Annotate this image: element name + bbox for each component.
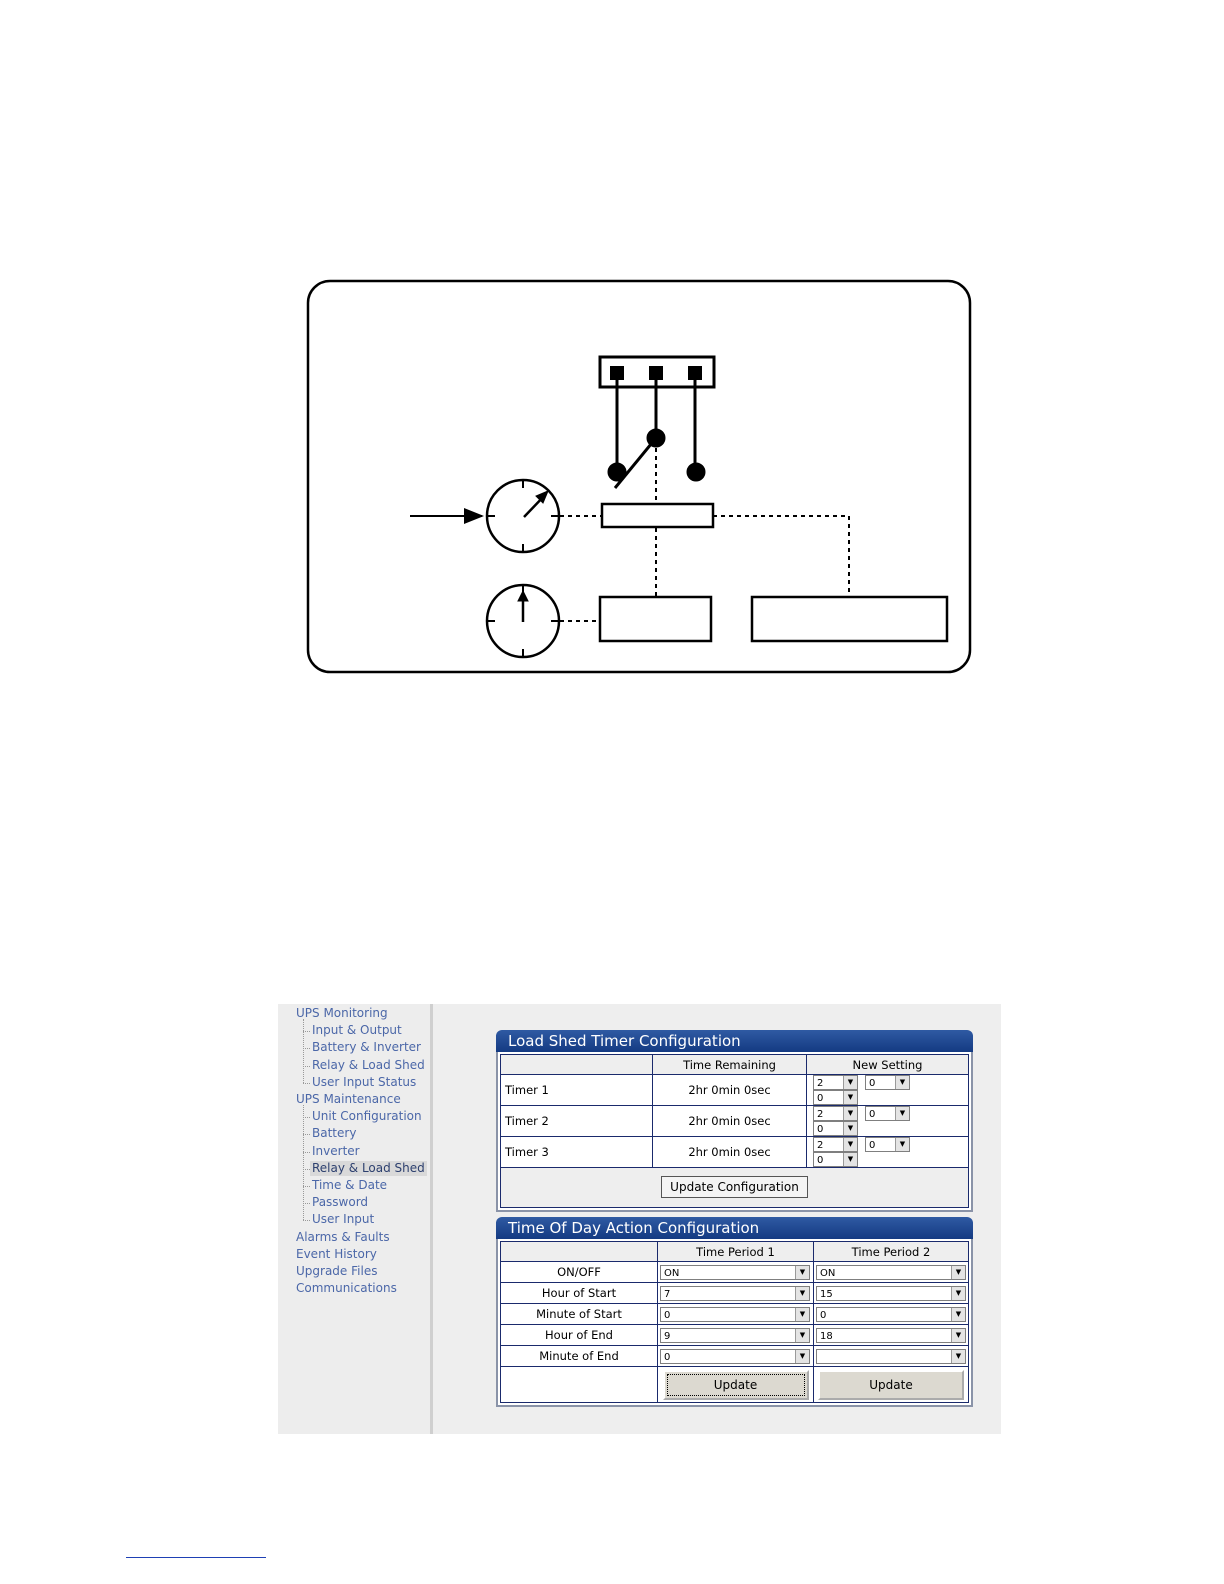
row-label: Minute of Start — [501, 1304, 658, 1325]
dropdown-select[interactable] — [813, 1121, 858, 1136]
dropdown-select[interactable] — [813, 1106, 858, 1121]
setting-cell — [658, 1304, 814, 1325]
chevron-down-icon[interactable]: ▼ — [795, 1308, 809, 1321]
dropdown-value: 2 — [817, 1109, 824, 1120]
footnote-rule — [126, 1557, 266, 1558]
dropdown-select[interactable] — [816, 1286, 966, 1301]
nav-item[interactable]: Battery — [312, 1126, 357, 1141]
dropdown-select[interactable] — [660, 1286, 810, 1301]
chevron-down-icon[interactable]: ▼ — [843, 1091, 857, 1104]
dropdown-value: 0 — [664, 1309, 671, 1321]
nav-item[interactable]: User Input — [312, 1212, 375, 1227]
dropdown-value: 0 — [820, 1309, 827, 1321]
dropdown-select[interactable] — [816, 1307, 966, 1322]
nav-item[interactable]: UPS Maintenance — [296, 1092, 401, 1106]
setting-cell — [814, 1325, 969, 1346]
setting-cell — [658, 1325, 814, 1346]
time-of-day-table — [500, 1241, 969, 1403]
nav-item[interactable]: Relay & Load Shed — [312, 1057, 425, 1072]
timer-block — [600, 597, 711, 641]
chevron-down-icon[interactable]: ▼ — [843, 1122, 857, 1135]
nav-item[interactable]: Unit Configuration — [312, 1109, 422, 1124]
nav-item[interactable]: Relay & Load Shed — [312, 1160, 425, 1175]
dropdown-select[interactable] — [813, 1090, 858, 1105]
dropdown-select[interactable] — [813, 1152, 858, 1167]
chevron-down-icon[interactable]: ▼ — [951, 1350, 965, 1363]
dropdown-select[interactable] — [816, 1349, 966, 1364]
dropdown-value: 9 — [664, 1330, 671, 1342]
update-button[interactable]: Update — [663, 1370, 809, 1400]
row-label: Hour of End — [501, 1325, 658, 1346]
update-button[interactable]: Update — [818, 1370, 964, 1400]
tree-connector — [303, 1220, 310, 1221]
setting-cell — [814, 1283, 969, 1304]
setting-cell — [658, 1283, 814, 1304]
chevron-down-icon[interactable]: ▼ — [795, 1350, 809, 1363]
row-label: Hour of Start — [501, 1283, 658, 1304]
time-remaining: 2hr 0min 0sec — [653, 1106, 807, 1137]
output-block — [752, 597, 947, 641]
timer-label: Timer 2 — [501, 1106, 653, 1137]
table-row — [501, 1325, 969, 1346]
chevron-down-icon[interactable]: ▼ — [843, 1138, 857, 1151]
table-row — [501, 1346, 969, 1367]
gauge-icon — [487, 480, 559, 552]
tree-connector — [303, 1169, 310, 1170]
dropdown-value: 0 — [869, 1109, 876, 1120]
tree-connector — [303, 1152, 310, 1153]
new-setting-cell — [807, 1106, 969, 1137]
dropdown-select[interactable] — [813, 1075, 858, 1090]
time-of-day-panel — [496, 1217, 973, 1407]
logic-block — [602, 504, 713, 527]
dropdown-value: 18 — [820, 1330, 833, 1342]
dropdown-select[interactable] — [660, 1265, 810, 1280]
chevron-down-icon[interactable]: ▼ — [843, 1076, 857, 1089]
nav-item[interactable]: Inverter — [312, 1143, 360, 1158]
dropdown-value: 0 — [817, 1155, 824, 1166]
dropdown-select[interactable] — [660, 1307, 810, 1322]
chevron-down-icon[interactable]: ▼ — [795, 1266, 809, 1279]
gauge-icon — [487, 585, 559, 657]
table-header-row — [501, 1242, 969, 1262]
new-setting-cell — [807, 1137, 969, 1168]
button-cell — [814, 1367, 969, 1403]
chevron-down-icon[interactable]: ▼ — [951, 1308, 965, 1321]
tree-connector — [303, 1134, 310, 1135]
dropdown-select[interactable] — [816, 1328, 966, 1343]
chevron-down-icon[interactable]: ▼ — [895, 1138, 909, 1151]
chevron-down-icon[interactable]: ▼ — [951, 1266, 965, 1279]
dropdown-value: ON — [820, 1267, 836, 1279]
dropdown-value: 2 — [817, 1140, 824, 1151]
button-cell — [658, 1367, 814, 1403]
header-cell: Time Remaining — [653, 1055, 807, 1075]
table-row — [501, 1262, 969, 1283]
dropdown-value: 15 — [820, 1288, 833, 1300]
dropdown-select[interactable] — [660, 1328, 810, 1343]
time-remaining: 2hr 0min 0sec — [653, 1137, 807, 1168]
update-configuration-button[interactable]: Update Configuration — [661, 1176, 808, 1198]
nav-item[interactable]: Battery & Inverter — [312, 1040, 421, 1055]
navigation-tree — [278, 1004, 433, 1434]
tree-connector — [303, 1019, 304, 1083]
tree-connector — [303, 1186, 310, 1187]
dropdown-value: 0 — [664, 1351, 671, 1363]
tree-connector — [303, 1066, 310, 1067]
table-row — [501, 1137, 969, 1168]
chevron-down-icon[interactable]: ▼ — [895, 1076, 909, 1089]
setting-cell — [814, 1304, 969, 1325]
nav-item[interactable]: UPS Monitoring — [296, 1006, 388, 1020]
header-cell — [501, 1242, 658, 1262]
dropdown-select[interactable] — [816, 1265, 966, 1280]
chevron-down-icon[interactable]: ▼ — [843, 1153, 857, 1166]
dropdown-value: 0 — [817, 1124, 824, 1135]
relay-contacts — [609, 380, 704, 488]
dropdown-value: 0 — [869, 1078, 876, 1089]
tree-connector — [303, 1031, 310, 1032]
dropdown-select[interactable] — [660, 1349, 810, 1364]
table-header-row — [501, 1055, 969, 1075]
nav-item[interactable]: Event History — [296, 1246, 377, 1261]
dropdown-select[interactable] — [813, 1137, 858, 1152]
dropdown-value: 7 — [664, 1288, 671, 1300]
chevron-down-icon[interactable]: ▼ — [951, 1287, 965, 1300]
dropdown-value: 2 — [817, 1078, 824, 1089]
setting-cell — [814, 1346, 969, 1367]
dropdown-select[interactable] — [865, 1137, 910, 1152]
row-label: Minute of End — [501, 1346, 658, 1367]
dropdown-value: 0 — [817, 1093, 824, 1104]
setting-cell — [658, 1262, 814, 1283]
load-shed-table — [500, 1054, 969, 1168]
nav-item[interactable]: Time & Date — [312, 1178, 388, 1192]
dropdown-select[interactable] — [865, 1106, 910, 1121]
row-label: ON/OFF — [501, 1262, 658, 1283]
relay-schematic-diagram — [0, 0, 1224, 700]
header-cell: New Setting — [807, 1055, 969, 1075]
time-remaining: 2hr 0min 0sec — [653, 1075, 807, 1106]
tree-connector — [303, 1083, 310, 1084]
timer-label: Timer 1 — [501, 1075, 653, 1106]
chevron-down-icon[interactable]: ▼ — [795, 1329, 809, 1342]
dropdown-select[interactable] — [865, 1075, 910, 1090]
nav-item[interactable]: Upgrade Files — [296, 1264, 378, 1278]
nav-item[interactable]: Input & Output — [312, 1023, 402, 1038]
chevron-down-icon[interactable]: ▼ — [843, 1107, 857, 1120]
dropdown-value: ON — [664, 1267, 680, 1279]
dropdown-value: 0 — [869, 1140, 876, 1151]
new-setting-cell — [807, 1075, 969, 1106]
table-row — [501, 1075, 969, 1106]
timer-label: Timer 3 — [501, 1137, 653, 1168]
setting-cell — [658, 1346, 814, 1367]
tree-connector — [303, 1105, 304, 1220]
chevron-down-icon[interactable]: ▼ — [895, 1107, 909, 1120]
panel-title: Time Of Day Action Configuration — [496, 1217, 973, 1239]
table-row — [501, 1283, 969, 1304]
tree-connector — [303, 1203, 310, 1204]
tree-connector — [303, 1048, 310, 1049]
tree-connector — [303, 1117, 310, 1118]
load-shed-timer-panel — [496, 1030, 973, 1212]
button-row — [501, 1367, 969, 1403]
header-cell: Time Period 2 — [814, 1242, 969, 1262]
table-row — [501, 1106, 969, 1137]
nav-item[interactable]: Communications — [296, 1281, 397, 1296]
table-row — [501, 1304, 969, 1325]
panel-title: Load Shed Timer Configuration — [496, 1030, 973, 1052]
nav-item[interactable]: Password — [312, 1195, 369, 1210]
header-cell: Time Period 1 — [658, 1242, 814, 1262]
nav-item[interactable]: Alarms & Faults — [296, 1229, 390, 1244]
web-interface-screenshot — [278, 1004, 1001, 1434]
header-cell — [501, 1055, 653, 1075]
setting-cell — [814, 1262, 969, 1283]
chevron-down-icon[interactable]: ▼ — [951, 1329, 965, 1342]
chevron-down-icon[interactable]: ▼ — [795, 1287, 809, 1300]
button-row — [500, 1168, 969, 1208]
nav-item[interactable]: User Input Status — [312, 1074, 417, 1089]
